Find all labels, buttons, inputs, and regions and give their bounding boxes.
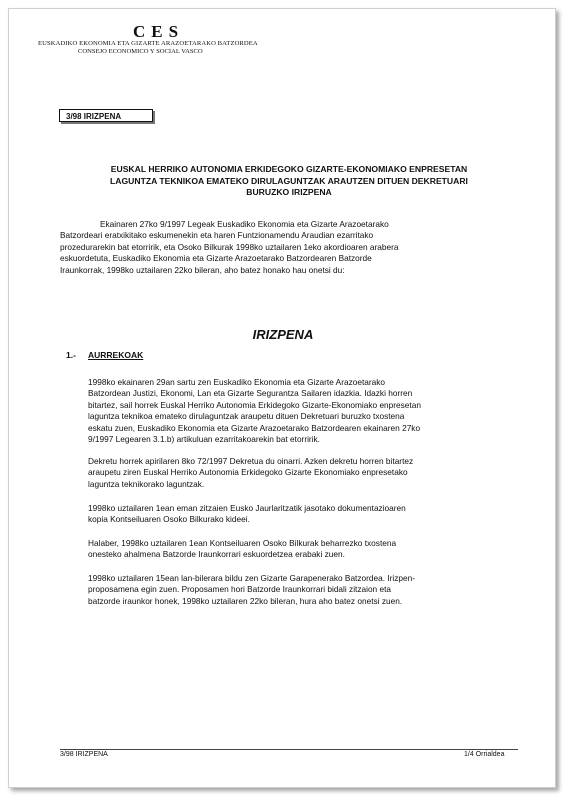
text-line: 1998ko uztailaren 15ean lan-bilerara bildu zen Gizarte Garapenerako Batzordea. Irizpen- (88, 573, 416, 583)
text-line: Iraunkorrak, 1998ko uztailaren 22ko bileran, aho batez honako hau onetsi du: (60, 264, 345, 275)
org-name-spanish: CONSEJO ECONOMICO Y SOCIAL VASCO (78, 48, 203, 55)
footer-divider (60, 749, 518, 750)
text-line: 1998ko ekainaren 29an sartu zen Euskadiko Ekonomia eta Gizarte Arazoetarako (88, 377, 386, 387)
title-line: BURUZKO IRIZPENA (246, 187, 332, 197)
text-line: proposamena egin zuen. Proposamen hori Batzorde Iraunkorrari bidali zitzaion eta (88, 584, 392, 595)
text-line: 9/1997 Legearen 3.1.b) artikuluan ezarritakoarekin bat etorririk. (88, 434, 320, 445)
document-title (60, 164, 518, 199)
paragraph (88, 538, 518, 561)
text-line: laguntza teknikorako laguntzak. (88, 478, 205, 489)
text-line: onesteko ahalmena Batzorde Iraunkorrari eskuordetzea erabaki zuen. (88, 549, 345, 560)
page-number: 1/4 Orrialdea (464, 751, 505, 758)
text-line: Ekainaren 27ko 9/1997 Legeak Euskadiko Ekonomia eta Gizarte Arazoetarako (100, 219, 389, 229)
text-line: eskatu zuen, Euskadiko Ekonomia eta Gizarte Arazoetarako Batzordearen ekainaren 27ko (88, 422, 421, 433)
ces-logo: CES (133, 22, 185, 41)
text-line: Halaber, 1998ko uztailaren 1ean Kontseiluaren Osoko Bilkurak beharrezko txostena (88, 538, 397, 548)
text-line: bitartez, sail horrek Euskal Herriko Autonomia Erkidegoko Gizarte-Ekonomiako enpresetan (88, 399, 421, 410)
paragraph (88, 456, 518, 490)
section-title: AURREKOAK (88, 350, 144, 360)
text-line: Dekretu horrek apirilaren 8ko 72/1997 Dekretua du oinarri. Azken dekretu horren bitartez (88, 456, 414, 466)
text-line: kopia Kontseiluaren Osoko Bilkurako kideei. (88, 514, 250, 525)
text-line: Batzordeari eratxikitako eskumenekin eta haren Funtzionamendu Araudian ezarritako (60, 230, 374, 241)
text-line: batzorde iraunkor honek, 1998ko uztailaren 22ko bileran, hura aho batez onetsi zuen. (88, 595, 403, 606)
paragraph (88, 377, 518, 445)
text-line: laguntza teknikoa emateko dirulaguntzak araupetu dituen Dekretuari buruzko txostena (88, 411, 405, 422)
paragraph (88, 573, 518, 607)
org-name-basque: EUSKADIKO EKONOMIA ETA GIZARTE ARAZOETARAKO BATZORDEA (38, 40, 258, 47)
text-line: 1998ko uztailaren 1ean eman zitzaien Eusko Jaurlaritzatik jasotako dokumentazioaren (88, 503, 406, 513)
paragraph (88, 503, 518, 526)
intro-paragraph (60, 219, 518, 276)
section-heading: IRIZPENA (252, 327, 314, 342)
footer-reference: 3/98 IRIZPENA (60, 751, 108, 758)
text-line: araupetu ziren Euskal Herriko Autonomia Erkidegoko Gizarte Ekonomiako enpresetako (88, 467, 408, 478)
text-line: prozedurarekin bat etorririk, eta Osoko Bilkurak 1998ko uztailaren 1eko akordioaren arabera (60, 241, 399, 252)
section-number: 1.- (66, 350, 76, 360)
title-line: LAGUNTZA TEKNIKOA EMATEKO DIRULAGUNTZAK ARAUTZEN DITUEN DEKRETUARI (110, 175, 468, 186)
text-line: Batzordean Justizi, Ekonomi, Lan eta Gizarte Segurantza Sailaren idazkia. Idazki horren (88, 388, 413, 399)
reference-box: 3/98 IRIZPENA (59, 109, 153, 122)
text-line: eskuordetuta, Euskadiko Ekonomia eta Gizarte Arazoetarako Batzordearen Batzorde (60, 253, 372, 264)
title-line: EUSKAL HERRIKO AUTONOMIA ERKIDEGOKO GIZARTE-EKONOMIAKO ENPRESETAN (110, 164, 468, 174)
